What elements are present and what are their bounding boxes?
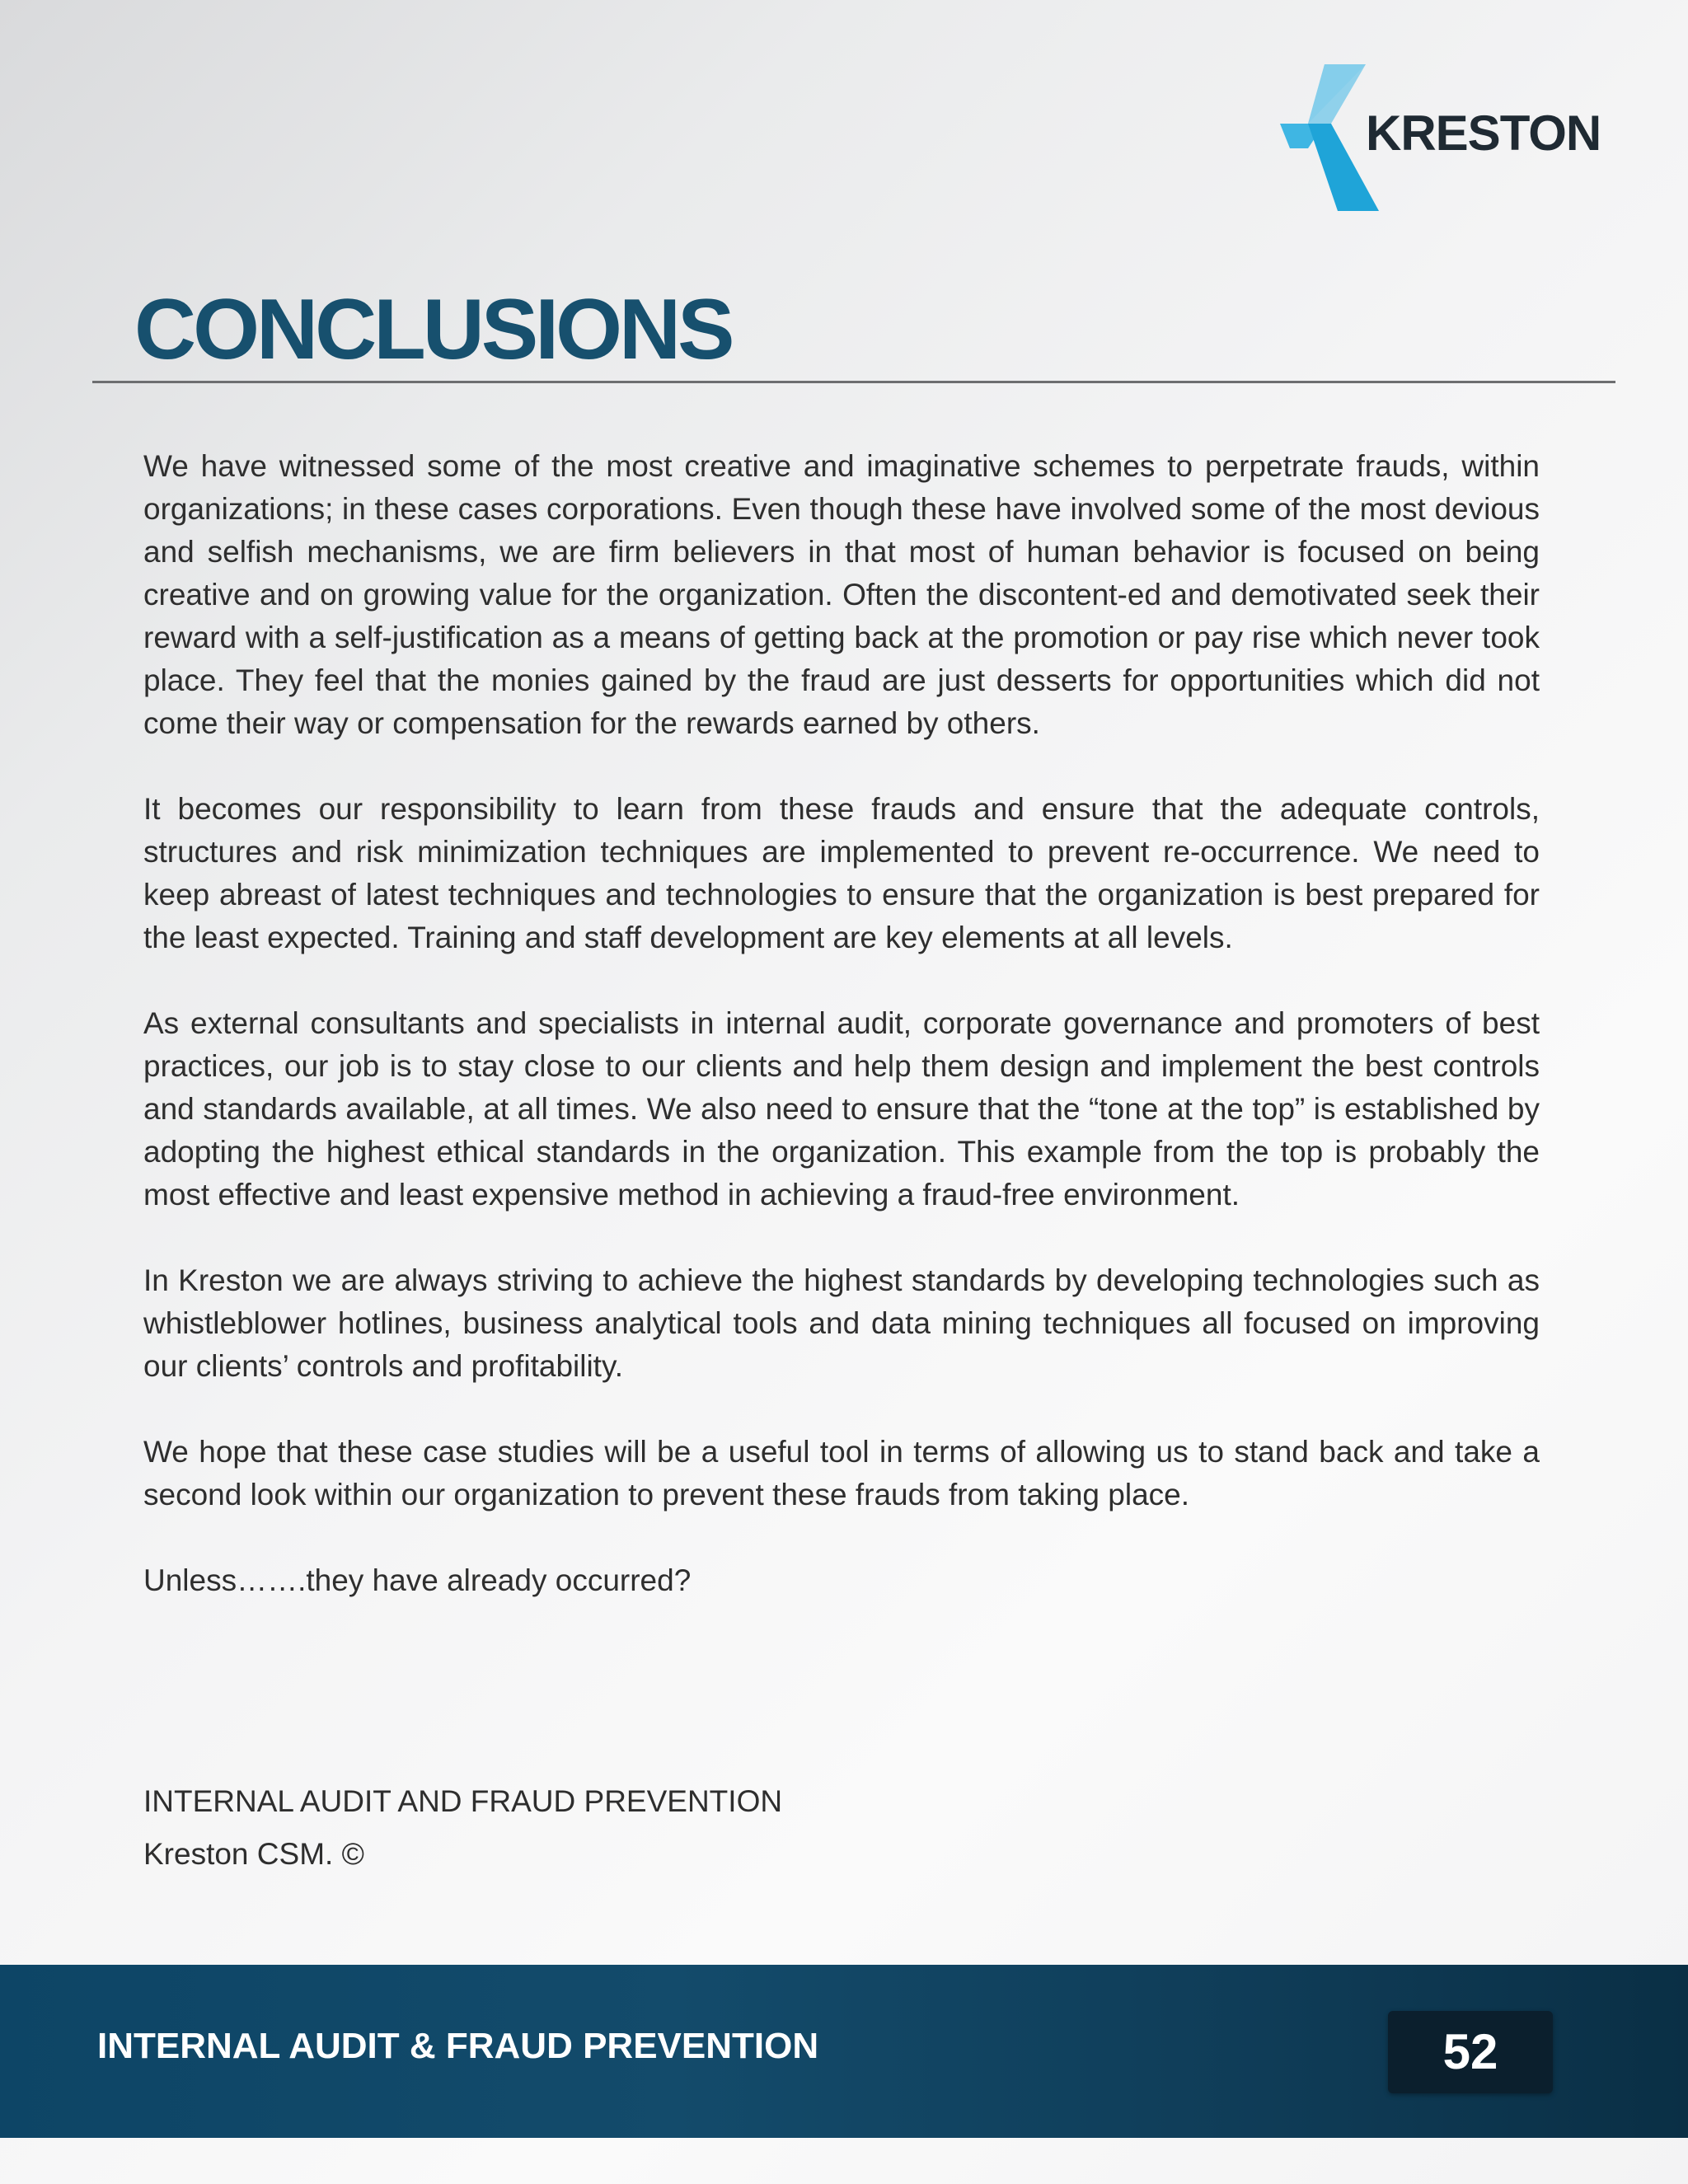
title-divider — [92, 381, 1615, 383]
footer-band — [0, 1965, 1688, 2138]
paragraph: It becomes our responsibility to learn from these frauds and ensure that the adequate controls, structures and risk minimization techniques are implemented to prevent re-occurrence. We need to keep abreast of latest techniques and technologies to ensure that the organization is best prepared for the least expected. Training and staff development are key elements at all levels. — [143, 792, 1540, 954]
paragraph: In Kreston we are always striving to achieve the highest standards by developing technologies such as whistleblower hotlines, business analytical tools and data mining techniques all focused on improving our clients’ controls and profitability. — [143, 1263, 1540, 1383]
paragraph: We hope that these case studies will be a useful tool in terms of allowing us to stand back and take a second look within our organization to prevent these frauds from taking place. — [143, 1435, 1540, 1511]
signoff-title: INTERNAL AUDIT AND FRAUD PREVENTION — [143, 1784, 783, 1818]
paragraph: As external consultants and specialists in internal audit, corporate governance and promoters of best practices, our job is to stay close to our clients and help them design and implement the best controls and standards available, at all times. We also need to ensure that the “tone at the top” is established by adopting the highest ethical standards in the organization. This example from the top is probably the most effective and least expensive method in achieving a fraud-free environment. — [143, 1006, 1540, 1212]
paragraph: We have witnessed some of the most creative and imaginative schemes to perpetrate frauds, within organizations; in these cases corporations. Even though these have involved some of the most devious and selfish mechanisms, we are firm believers in that most of human behavior is focused on being creative and on growing value for the organization. Often the discontent-ed and demotivated seek their reward with a self-justification as a means of getting back at the promotion or pay rise which never took place. They feel that the monies gained by the fraud are just desserts for opportunities which did not come their way or compensation for the rewards earned by others. — [143, 449, 1540, 740]
brand-wordmark: KRESTON — [1366, 105, 1601, 161]
footer-title: INTERNAL AUDIT & FRAUD PREVENTION — [97, 2026, 819, 2066]
page-number: 52 — [1442, 2024, 1498, 2079]
signoff — [143, 1775, 782, 1881]
kreston-logo — [1273, 64, 1620, 213]
page-number-box — [1388, 2011, 1553, 2093]
signoff-copyright: Kreston CSM. © — [143, 1837, 364, 1871]
body-content — [143, 445, 1540, 1645]
page-title: CONCLUSIONS — [134, 282, 732, 377]
closing-question: Unless…….they have already occurred? — [143, 1563, 692, 1597]
